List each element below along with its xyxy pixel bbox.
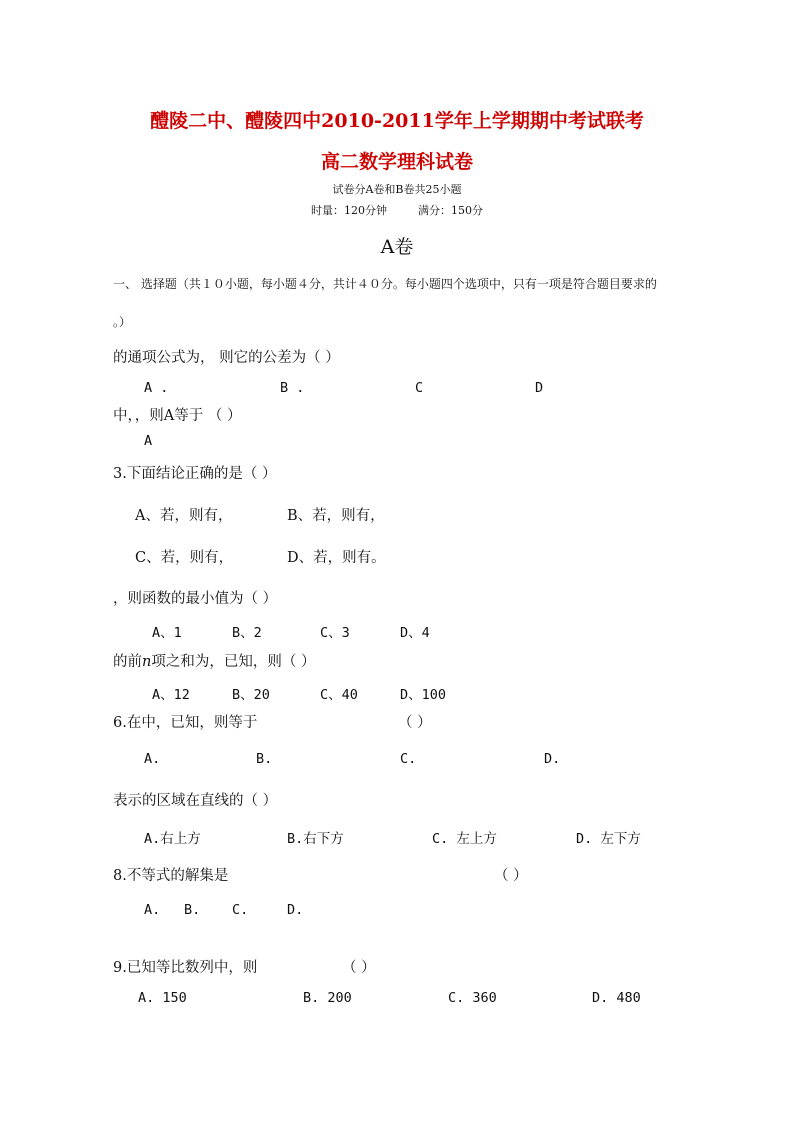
question-4-option-d: D、4 — [400, 625, 430, 641]
instructions-line2: 。） — [113, 315, 132, 329]
question-7-option-d: D. 左下方 — [576, 831, 641, 847]
question-6-option-a: A. — [144, 751, 161, 767]
score-label: 满分：150分 — [418, 204, 483, 217]
question-9-stem: 9.已知等比数列中，则 — [113, 960, 258, 976]
question-8-option-b: B. — [184, 902, 201, 918]
question-9-option-d: D. 480 — [592, 990, 641, 1006]
question-5-option-b: B、20 — [232, 687, 270, 703]
question-4-option-c: C、3 — [320, 625, 350, 641]
question-6-option-c: C. — [400, 751, 417, 767]
time-label: 时量：120分钟 — [311, 204, 387, 217]
question-7-option-c: C. 左上方 — [432, 831, 497, 847]
question-3-option-a: A、若，则有， — [135, 508, 233, 524]
question-6-option-d: D. — [544, 751, 561, 767]
question-3-option-c: C、若，则有， — [135, 550, 234, 566]
question-3-option-b: B、若，则有， — [287, 508, 385, 524]
question-1-option-b: B . — [280, 380, 305, 396]
question-5-stem — [113, 650, 315, 671]
question-5-stem-post: 项之和为，已知，则（ ） — [151, 654, 316, 670]
question-5-option-c: C、40 — [320, 687, 358, 703]
question-1-option-d: D — [535, 380, 544, 396]
question-7-stem: 表示的区域在直线的（ ） — [113, 793, 278, 809]
instructions-line1: 一、 选择题（共１０小题，每小题４分，共计４０分。每小题四个选项中，只有一项是符合题目要求的 — [113, 277, 657, 291]
question-8-option-a: A. — [144, 902, 161, 918]
question-5-variable: n — [142, 654, 152, 670]
question-2-stem: 中，，则A等于 （ ） — [113, 408, 242, 424]
question-9-answer-paren: （ ） — [342, 960, 376, 976]
question-8-option-d: D. — [287, 902, 304, 918]
question-5-stem-pre: 的前 — [113, 654, 142, 670]
question-6-answer-paren: （ ） — [398, 715, 432, 731]
question-4-option-b: B、2 — [232, 625, 262, 641]
question-8-option-c: C. — [232, 902, 249, 918]
question-1-option-c: C — [415, 380, 424, 396]
question-7-option-b: B.右下方 — [287, 831, 344, 847]
section-heading: A卷 — [380, 236, 414, 258]
question-3-stem: 3.下面结论正确的是（ ） — [113, 466, 277, 482]
question-6-option-b: B. — [256, 751, 273, 767]
question-9-option-b: B. 200 — [303, 990, 352, 1006]
time-score-line — [0, 202, 794, 218]
question-3-option-d: D、若，则有。 — [287, 550, 386, 566]
question-9-option-c: C. 360 — [448, 990, 497, 1006]
question-6-stem: 6.在中，已知，则等于 — [113, 715, 258, 731]
question-1-option-a: A . — [144, 380, 169, 396]
question-4-stem: ，则函数的最小值为（ ） — [113, 591, 278, 607]
exam-subtitle: 高二数学理科试卷 — [320, 151, 473, 173]
question-5-option-d: D、100 — [400, 687, 447, 703]
question-5-option-a: A、12 — [152, 687, 190, 703]
question-8-stem: 8.不等式的解集是 — [113, 868, 229, 884]
question-1-stem: 的通项公式为， 则它的公差为（ ） — [113, 350, 340, 366]
exam-title: 醴陵二中、醴陵四中2010-2011学年上学期期中考试联考 — [150, 110, 644, 132]
question-2-option-a: A — [144, 433, 153, 449]
question-4-option-a: A、1 — [152, 625, 182, 641]
question-9-option-a: A. 150 — [138, 990, 187, 1006]
paper-info: 试卷分A卷和B卷共25小题 — [332, 183, 462, 196]
question-8-answer-paren: （ ） — [494, 868, 528, 884]
question-7-option-a: A.右上方 — [144, 831, 201, 847]
